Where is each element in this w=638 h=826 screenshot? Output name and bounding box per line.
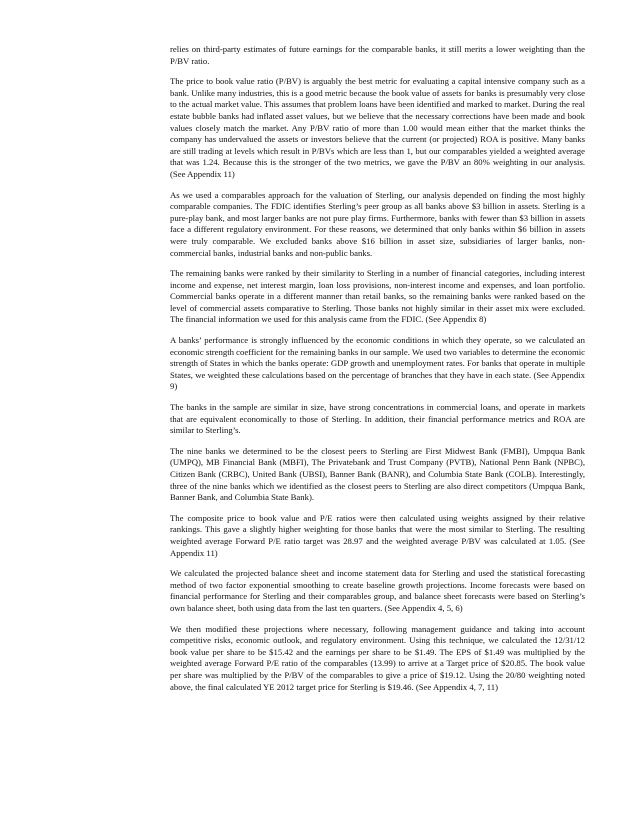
paragraph-4: The remaining banks were ranked by their similarity to Sterling in a number of financial categories, including interest income and expense, net interest margin, loan loss provisions, non-interest income and expenses, and loan portfolio. Commercial banks operate in a different manner than retail banks, so the remaining banks were ranked based on the level of commercial assets comparative to Sterling. Those banks not highly similar in their asset mix were excluded. The financial information we used for this analysis came from the FDIC. (See Appendix 8) bbox=[170, 268, 585, 325]
paragraph-8: The composite price to book value and P/E ratios were then calculated using weights assigned by their relative rankings. This gave a slightly higher weighting for those banks that were the most similar to Sterling. The resulting weighted average Forward P/E ratio target was 28.97 and the weighted average P/BV was calculated at 1.05. (See Appendix 11) bbox=[170, 512, 585, 558]
paragraph-3: As we used a comparables approach for the valuation of Sterling, our analysis depended on finding the most highly comparable companies. The FDIC identifies Sterling’s peer group as all banks above $3 billion in assets. Sterling is a pure-play bank, and most larger banks are not pure play firms. Furthermore, banks with fewer than $3 billion in assets face a different regulatory environment. For these reasons, we determined that only banks within $6 billion in assets were truly comparable. We excluded banks above $16 billion in asset size, subsidiaries of larger banks, non-commercial banks, industrial banks and non-public banks. bbox=[170, 189, 585, 258]
paragraph-2: The price to book value ratio (P/BV) is arguably the best metric for evaluating a capital intensive company such as a bank. Unlike many industries, this is a good metric because the book value of assets for banks is presumably very close to the actual market value. This assumes that problem loans have been identified and marked to market. During the real estate bubble banks had inflated asset values, but we believe that the necessary corrections have been made and book values closely match the market. Any P/BV ratio of more than 1.00 would mean either that the market thinks the company has undervalued the assets or investors believe that the current (or projected) ROA is positive. Many banks are still trading at levels which result in P/BVs which are less than 1, but our comparables yielded a weighted average that was 1.24. Because this is the stronger of the two metrics, we gave the P/BV an 80% weighting in our analysis. (See Appendix 11) bbox=[170, 76, 586, 179]
paragraph-6: The banks in the sample are similar in size, have strong concentrations in commercial loans, and operate in markets that are equivalent economically to those of Sterling. In addition, their financial performance metrics and ROA are similar to Sterling’s. bbox=[170, 402, 585, 436]
paragraph-7: The nine banks we determined to be the closest peers to Sterling are First Midwest Bank (FMBI), Umpqua Bank (UMPQ), MB Financial Bank (MBFI), The Privatebank and Trust Company (PVTB), National Penn Bank (NPBC), Citizen Bank (CRBC), United Bank (UBSI), Banner Bank (BANR), and Columbia State Bank (COLB). Interestingly, three of the nine banks which we identified as the closest peers to Sterling are also direct competitors (Umpqua Bank, Banner Bank, and Columbia State Bank). bbox=[170, 445, 585, 503]
document-page bbox=[170, 44, 585, 702]
paragraph-9: We calculated the projected balance sheet and income statement data for Sterling and used the statistical forecasting method of two factor exponential smoothing to create baseline growth projections. Income forecasts were based on financial performance for Sterling and their comparables group, and balance sheet forecasts were based on Sterling’s own balance sheet, both using data from the last ten quarters. (See Appendix 4, 5, 6) bbox=[170, 568, 585, 613]
paragraph-5: A banks’ performance is strongly influenced by the economic conditions in which they operate, so we calculated an economic strength coefficient for the remaining banks in our sample. We used two variables to determine the economic strength of States in which the banks operate: GDP growth and unemployment rates. For banks that operate in multiple States, we weighted these calculations based on the percentage of branches that they have in each state. (See Appendix 9) bbox=[170, 335, 585, 392]
paragraph-10: We then modified these projections where necessary, following management guidance and taking into account competitive risks, economic outlook, and regulatory environment. Using this technique, we calculated the 12/31/12 book value per share to be $15.42 and the earnings per share to be $1.49. The EPS of $1.49 was multiplied by the weighted average Forward P/E ratio of the comparables (13.99) to arrive at a Target price of $20.85. The book value per share was multiplied by the P/BV of the comparables to give a price of $19.12. Using the 20/80 weighting noted above, the final calculated YE 2012 target price for Sterling is $19.46. (See Appendix 4, 7, 11) bbox=[170, 623, 585, 692]
paragraph-1: relies on third-party estimates of future earnings for the comparable banks, it still merits a lower weighting than the P/BV ratio. bbox=[170, 44, 585, 66]
